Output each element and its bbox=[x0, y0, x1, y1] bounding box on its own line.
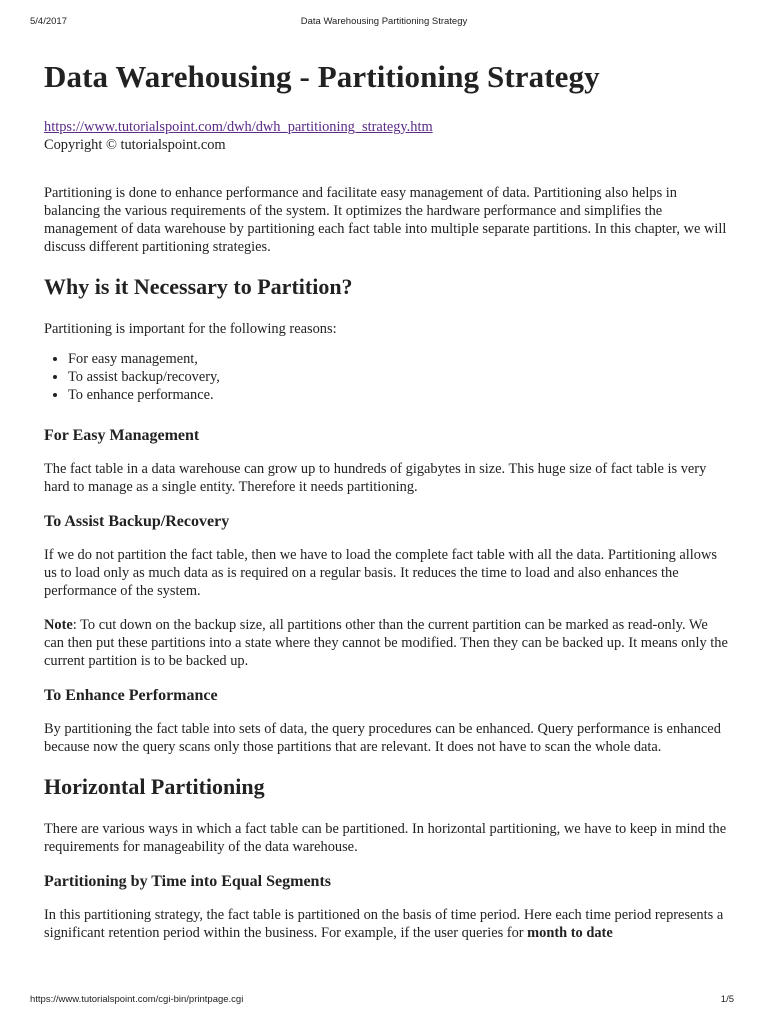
note-label: Note bbox=[44, 617, 73, 633]
partition-by-time-text: In this partitioning strategy, the fact table is partitioned on the basis of time period. Here each time period represents a significant retention period within the business. For example, if the user queries for bbox=[44, 907, 724, 941]
backup-recovery-paragraph: If we do not partition the fact table, then we have to load the complete fact table with all the data. Partitioning allows us to load only as much data as is required on a regular basis. It reduces the time to load and also enhances the performance of the system. bbox=[44, 547, 717, 599]
horizontal-partitioning-paragraph: There are various ways in which a fact table can be partitioned. In horizontal partitioning, we have to keep in mind the requirements for manageability of the data warehouse. bbox=[44, 821, 727, 855]
easy-management-heading: For Easy Management bbox=[44, 427, 200, 444]
copyright-text: Copyright © tutorialspoint.com bbox=[44, 137, 226, 153]
enhance-performance-heading: To Enhance Performance bbox=[44, 687, 218, 704]
page-number: 1/5 bbox=[720, 994, 734, 1005]
footer-url: https://www.tutorialspoint.com/cgi-bin/printpage.cgi bbox=[30, 994, 244, 1005]
intro-paragraph: Partitioning is done to enhance performance and facilitate easy management of data. Partitioning also helps in balancing the various requirements of the system. It optimizes the hardware performance and simplifies the management of data warehouse by partitioning each fact table into multiple separate partitions. In this chapter, we will discuss different partitioning strategies. bbox=[44, 185, 727, 255]
month-to-date-text: month to date bbox=[527, 925, 613, 941]
print-date: 5/4/2017 bbox=[30, 16, 67, 27]
source-link[interactable]: https://www.tutorialspoint.com/dwh/dwh_partitioning_strategy.htm bbox=[44, 119, 433, 135]
backup-recovery-heading: To Assist Backup/Recovery bbox=[44, 513, 230, 530]
backup-note-paragraph bbox=[44, 616, 728, 670]
horizontal-partitioning-heading: Horizontal Partitioning bbox=[44, 774, 265, 799]
easy-management-paragraph: The fact table in a data warehouse can grow up to hundreds of gigabytes in size. This huge size of fact table is very hard to manage as a single entity. Therefore it needs partitioning. bbox=[44, 461, 707, 495]
print-header bbox=[0, 16, 768, 30]
partition-by-time-paragraph bbox=[44, 906, 728, 942]
why-partition-lead: Partitioning is important for the following reasons: bbox=[44, 321, 337, 337]
article bbox=[44, 58, 728, 958]
why-partition-heading: Why is it Necessary to Partition? bbox=[44, 274, 353, 299]
list-item: • To assist backup/recovery, bbox=[68, 368, 728, 386]
page-title: Data Warehousing - Partitioning Strategy bbox=[44, 59, 600, 94]
partition-by-time-heading: Partitioning by Time into Equal Segments bbox=[44, 873, 331, 890]
print-footer bbox=[0, 994, 768, 1008]
reasons-list bbox=[44, 350, 728, 404]
note-text: : To cut down on the backup size, all partitions other than the current partition can be marked as read-only. We can then put these partitions into a state where they cannot be modified. Then they can be backed up. It means only the current partition is to be backed up. bbox=[44, 617, 728, 669]
print-title: Data Warehousing Partitioning Strategy bbox=[300, 16, 468, 27]
list-item: • To enhance performance. bbox=[68, 386, 728, 404]
list-item: • For easy management, bbox=[68, 350, 728, 368]
enhance-performance-paragraph: By partitioning the fact table into sets of data, the query procedures can be enhanced. Query performance is enhanced because now the query scans only those partitions that are relevant. It does not have to scan the whole data. bbox=[44, 721, 721, 755]
